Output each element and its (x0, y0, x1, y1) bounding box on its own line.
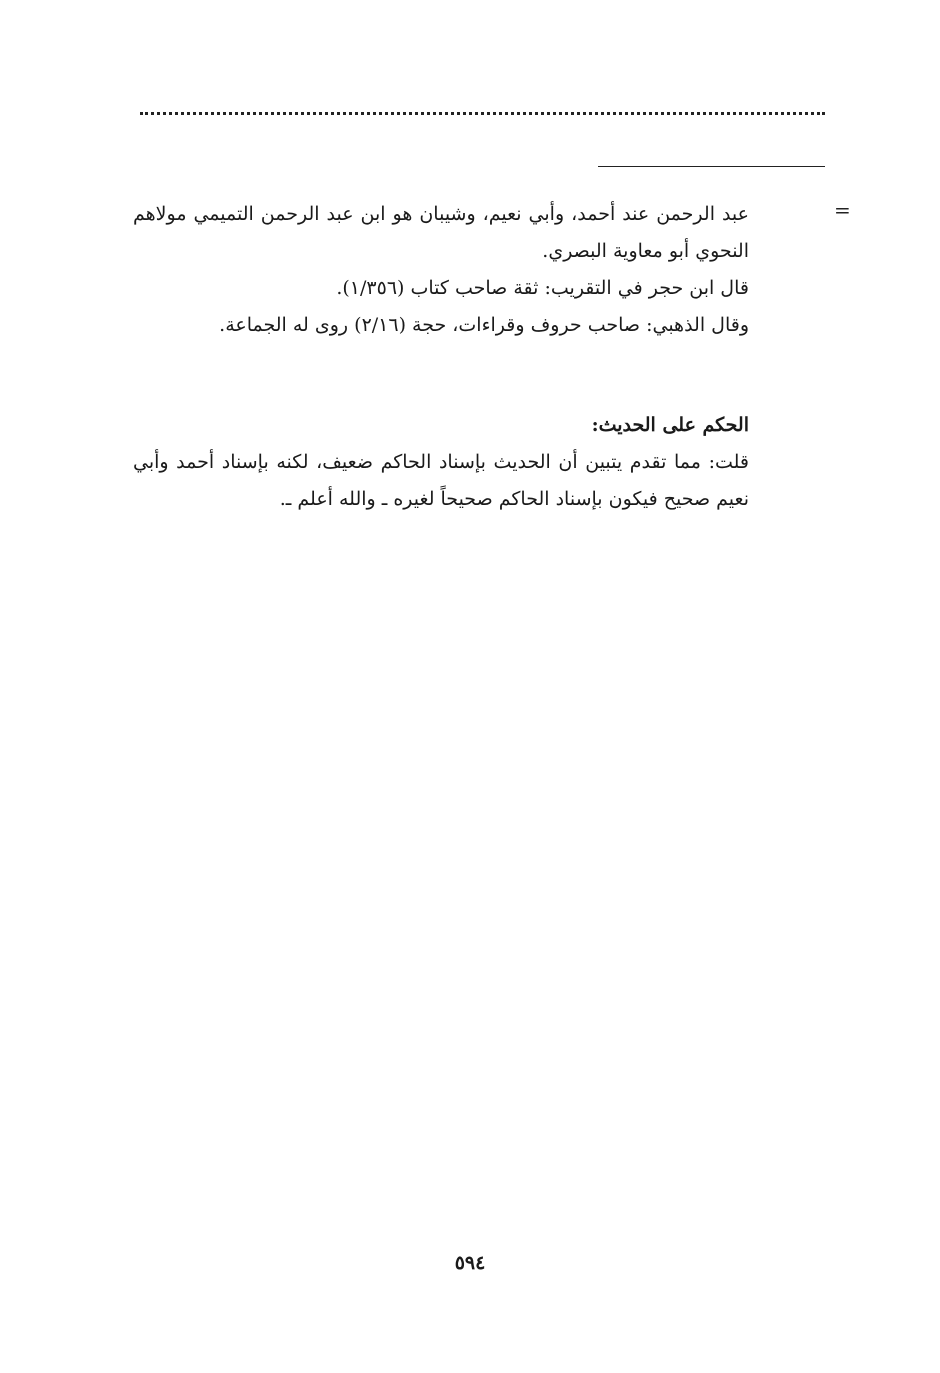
footnote-rule (598, 166, 825, 167)
footnote-paragraph-3: وقال الذهبي: صاحب حروف وقراءات، حجة (٢/١٦) روى له الجماعة. (219, 314, 749, 336)
footnote-paragraph-1: عبد الرحمن عند أحمد، وأبي نعيم، وشيبان هو ابن عبد الرحمن التميمي مولاهم النحوي أبو معاوية البصري. (133, 203, 749, 262)
footnote-block (133, 196, 749, 344)
ruling-paragraph: قلت: مما تقدم يتبين أن الحديث بإسناد الحاكم ضعيف، لكنه بإسناد أحمد وأبي نعيم صحيح فيكون بإسناد الحاكم صحيحاً لغيره ـ والله أعلم ـ. (133, 451, 749, 510)
dotted-separator (140, 112, 825, 115)
continuation-mark: = (834, 198, 851, 222)
ruling-block (133, 407, 749, 518)
footnote-paragraph-2: قال ابن حجر في التقريب: ثقة صاحب كتاب (١/٣٥٦). (336, 277, 749, 299)
ruling-heading: الحكم على الحديث: (591, 414, 749, 436)
page-number: ٥٩٤ (454, 1252, 486, 1274)
